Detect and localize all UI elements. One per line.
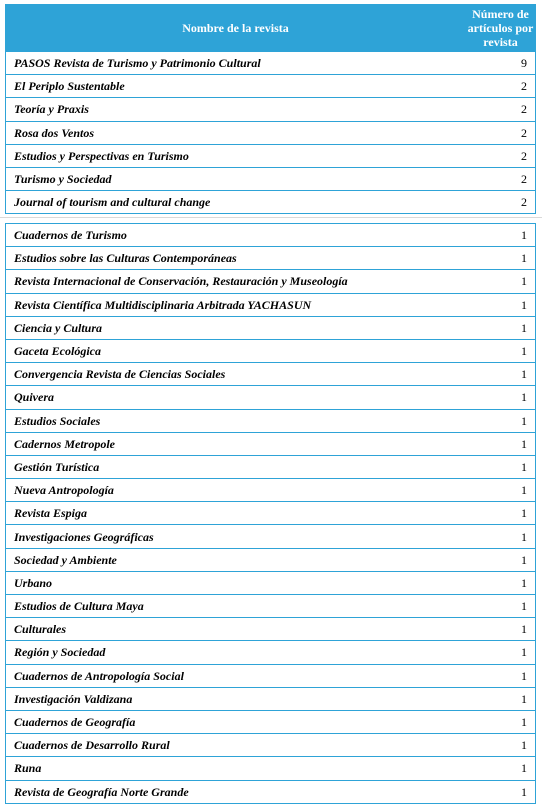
article-count: 1 — [466, 664, 536, 687]
article-count: 1 — [466, 595, 536, 618]
table-row — [6, 363, 536, 386]
journal-name: Revista de Geografía Norte Grande — [6, 780, 466, 803]
table-row — [6, 224, 536, 247]
article-count: 1 — [466, 757, 536, 780]
article-count: 1 — [466, 432, 536, 455]
journal-name: Revista Internacional de Conservación, Restauración y Museología — [6, 270, 466, 293]
table-row — [6, 548, 536, 571]
article-count: 1 — [466, 780, 536, 803]
column-header-article-count: Número de artículos por revista — [466, 5, 536, 52]
journal-name: Cuadernos de Turismo — [6, 224, 466, 247]
journal-name: Región y Sociedad — [6, 641, 466, 664]
table-row — [6, 780, 536, 803]
journal-name: Teoría y Praxis — [6, 98, 466, 121]
table-header-row — [6, 5, 536, 52]
journal-name: Ciencia y Cultura — [6, 316, 466, 339]
table-row — [6, 595, 536, 618]
article-count: 1 — [466, 618, 536, 641]
journal-name: Culturales — [6, 618, 466, 641]
table-row — [6, 52, 536, 75]
table-row — [6, 121, 536, 144]
article-count: 1 — [466, 548, 536, 571]
article-count: 1 — [466, 247, 536, 270]
table-row — [6, 479, 536, 502]
table-row — [6, 734, 536, 757]
article-count: 2 — [466, 167, 536, 190]
article-count: 1 — [466, 455, 536, 478]
journal-name: Estudios de Cultura Maya — [6, 595, 466, 618]
journal-name: Turismo y Sociedad — [6, 167, 466, 190]
article-count: 1 — [466, 641, 536, 664]
article-count: 1 — [466, 734, 536, 757]
table-row — [6, 167, 536, 190]
article-count: 1 — [466, 502, 536, 525]
journal-name: Revista Científica Multidisciplinaria Arbitrada YACHASUN — [6, 293, 466, 316]
article-count: 2 — [466, 144, 536, 167]
journal-name: Estudios y Perspectivas en Turismo — [6, 144, 466, 167]
table-row — [6, 571, 536, 594]
table-row — [6, 757, 536, 780]
article-count: 1 — [466, 571, 536, 594]
article-count: 1 — [466, 293, 536, 316]
article-count: 1 — [466, 270, 536, 293]
article-count: 2 — [466, 75, 536, 98]
article-count: 1 — [466, 316, 536, 339]
table-row — [6, 191, 536, 214]
journal-name: Investigaciones Geográficas — [6, 525, 466, 548]
journal-name: Runa — [6, 757, 466, 780]
table-row — [6, 270, 536, 293]
journal-name: Revista Espiga — [6, 502, 466, 525]
column-header-journal-name: Nombre de la revista — [6, 5, 466, 52]
journal-name: Journal of tourism and cultural change — [6, 191, 466, 214]
table-row — [6, 316, 536, 339]
journal-name: Rosa dos Ventos — [6, 121, 466, 144]
journal-name: Cuadernos de Antropología Social — [6, 664, 466, 687]
article-count: 1 — [466, 363, 536, 386]
table-row — [6, 687, 536, 710]
journal-name: PASOS Revista de Turismo y Patrimonio Cultural — [6, 52, 466, 75]
table-row — [6, 618, 536, 641]
journal-name: Nueva Antropología — [6, 479, 466, 502]
article-count: 1 — [466, 339, 536, 362]
journal-name: Cuadernos de Desarrollo Rural — [6, 734, 466, 757]
article-count: 2 — [466, 121, 536, 144]
table-row — [6, 386, 536, 409]
table-row — [6, 641, 536, 664]
page-divider — [0, 217, 542, 218]
table-row — [6, 293, 536, 316]
journal-name: Investigación Valdizana — [6, 687, 466, 710]
table-row — [6, 75, 536, 98]
table-row — [6, 502, 536, 525]
article-count: 1 — [466, 687, 536, 710]
table-row — [6, 409, 536, 432]
article-count: 1 — [466, 386, 536, 409]
journal-name: Convergencia Revista de Ciencias Sociales — [6, 363, 466, 386]
article-count: 2 — [466, 191, 536, 214]
journal-name: Cuadernos de Geografía — [6, 710, 466, 733]
article-count: 1 — [466, 710, 536, 733]
journals-table-bottom — [5, 223, 536, 804]
journal-name: Cadernos Metropole — [6, 432, 466, 455]
article-count: 1 — [466, 479, 536, 502]
journal-name: El Periplo Sustentable — [6, 75, 466, 98]
article-count: 1 — [466, 224, 536, 247]
journal-name: Estudios Sociales — [6, 409, 466, 432]
table-row — [6, 98, 536, 121]
article-count: 1 — [466, 525, 536, 548]
article-count: 2 — [466, 98, 536, 121]
journal-name: Gaceta Ecológica — [6, 339, 466, 362]
journal-name: Gestión Turística — [6, 455, 466, 478]
table-row — [6, 432, 536, 455]
journal-name: Sociedad y Ambiente — [6, 548, 466, 571]
journal-name: Estudios sobre las Culturas Contemporáneas — [6, 247, 466, 270]
journal-name: Quivera — [6, 386, 466, 409]
journals-table-top — [5, 4, 536, 214]
table-row — [6, 247, 536, 270]
journal-name: Urbano — [6, 571, 466, 594]
table-row — [6, 525, 536, 548]
table-row — [6, 664, 536, 687]
table-row — [6, 710, 536, 733]
article-count: 9 — [466, 52, 536, 75]
table-row — [6, 144, 536, 167]
table-row — [6, 339, 536, 362]
article-count: 1 — [466, 409, 536, 432]
table-row — [6, 455, 536, 478]
